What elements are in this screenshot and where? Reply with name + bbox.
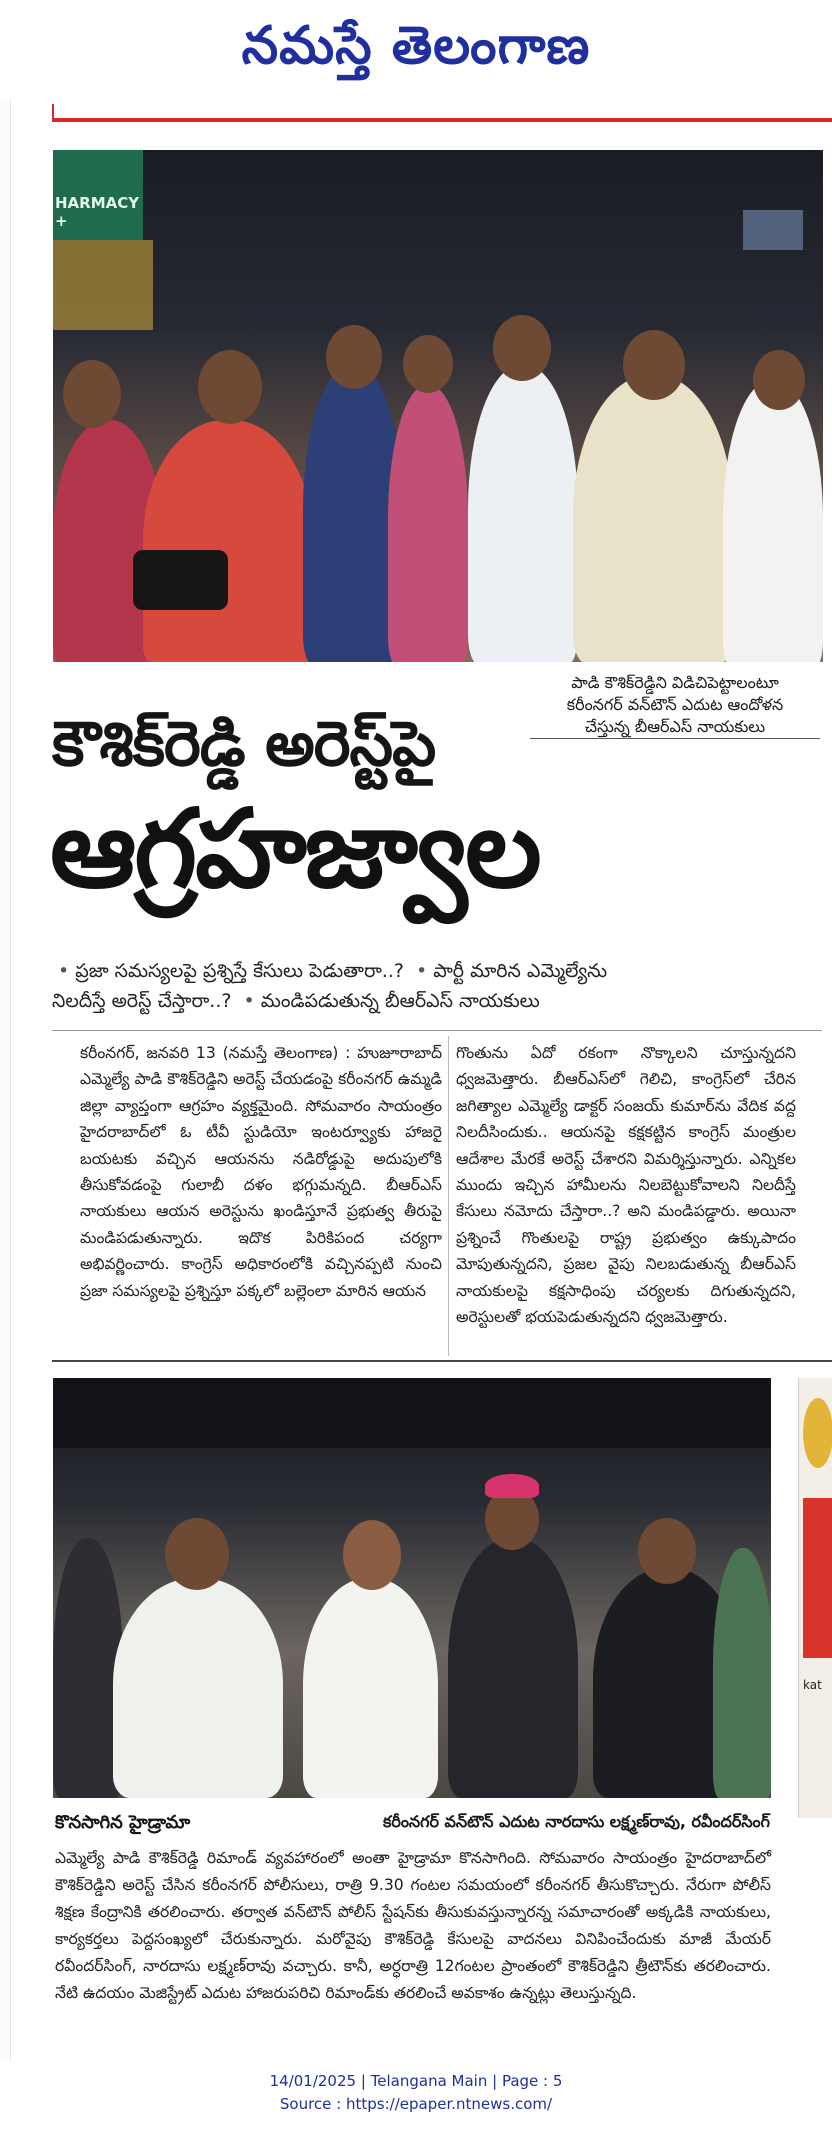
crowd-person <box>468 365 578 662</box>
crowd-face <box>403 335 453 393</box>
adjacent-page-sliver <box>0 100 11 2060</box>
night-sky <box>53 1378 771 1448</box>
crowd-person <box>713 1548 771 1798</box>
masthead <box>0 0 832 100</box>
story2-body: ఎమ్మెల్యే పాడి కౌశిక్‌రెడ్డి రిమాండ్ వ్యవహారంలో అంతా హైడ్రామా కొనసాగింది. సోమవారం సాయంత్రం హైదరాబాద్‌లో కౌశిక్‌రెడ్డిని అరెస్ట్ చేసిన కరీంనగర్ పోలీసులు, రాత్రి 9.30 గంటల సమయంలో కరీంనగర్ తీసుకొచ్చారు. నేరుగా పోలీస్ శిక్షణ కేంద్రానికి తరలించారు. తర్వాత వన్‌టౌన్ పోలీస్ స్టేషన్‌కు తీసుకువస్తున్నారన్న సమాచారంతో అక్కడికి నాయకులు, కార్యకర్తలు పెద్దసంఖ్యలో చేరుకున్నారు. మరోవైపు కౌశిక్‌రెడ్డి కేసులపై వాదనలు వినిపించేందుకు మాజీ మేయర్ రవీందర్‌సింగ్, నారదాసు లక్ష్మణ్‌రావు వచ్చారు. కానీ, అర్ధరాత్రి 12గంటల ప్రాంతంలో కౌశిక్‌రెడ్డిని త్రీటౌన్‌కు తరలించారు. నేటి ఉదయం మెజిస్ట్రేట్ ఎదుట హాజరుపరిచి రిమాండ్‌కు తరలించే అవకాశం ఉన్నట్లు తెలుస్తున్నది. <box>55 1849 771 2002</box>
bullet-item: మండిపడుతున్న బీఆర్‌ఎస్ నాయకులు <box>260 990 540 1012</box>
ad-block <box>803 1498 832 1658</box>
shop-light <box>53 240 153 330</box>
crowd-person <box>303 1578 438 1798</box>
bullet-dot-icon: • <box>58 960 70 982</box>
ad-emblem <box>803 1398 832 1468</box>
crowd-person <box>143 420 313 662</box>
turban <box>485 1474 539 1498</box>
background-sign <box>743 210 803 250</box>
section-divider <box>52 1360 832 1362</box>
bullet-points <box>52 956 622 1016</box>
footer-date-page: 14/01/2025 | Telangana Main | Page : 5 <box>269 2072 563 2090</box>
headline-line2: ఆగ్రహజ్వాల <box>50 787 540 912</box>
bullet-divider <box>52 1030 822 1031</box>
bullet-dot-icon: • <box>243 990 255 1012</box>
crowd-face <box>198 350 262 424</box>
newspaper-title: నమస్తే తెలంగాణ <box>241 15 591 76</box>
bullet-item: పార్టీ మారిన ఎమ్మెల్యేను నిలదీస్తే అరెస్ట్ చేస్తారా..? <box>52 960 608 1012</box>
photo1-caption-line: చేస్తున్న బీఆర్‌ఎస్ నాయకులు <box>530 716 820 739</box>
headline-line1: కౌశిక్‌రెడ్డి అరెస్ట్‌పై <box>52 707 436 780</box>
crowd-face <box>326 325 382 389</box>
article-column-2: గొంతును ఏదో రకంగా నొక్కాలని చూస్తున్నదని ధ్వజమెత్తారు. బీఆర్‌ఎస్‌లో గెలిచి, కాంగ్రెస్‌లో చేరిన జగిత్యాల ఎమ్మెల్యే డాక్టర్ సంజయ్ కుమార్‌ను వేదిక వద్ద నిలదీసిందుకు.. ఆయనపై కక్షకట్టిన కాంగ్రెస్ మంత్రుల ఆదేశాల మేరకే అరెస్ట్ చేశారని విమర్శిస్తున్నారు. ఎన్నికల ముందు ఇచ్చిన హామీలను నిలబెట్టుకోవాలని నిలదీస్తే కేసులు నమోదు చేస్తారా..? అని మండిపడ్డారు. అయినా ప్రశ్నించే గొంతులపై రాష్ట్ర ప్రభుత్వం ఉక్కుపాదం మోపుతున్నదని, ప్రజల వైపు నిలబడుతున్న బీఆర్‌ఎస్ నాయకులపై కక్షసాధింపు చర్యలకు దిగుతున్నదని, అరెస్టులతో భయపెడుతున్నదని ధ్వజమెత్తారు. <box>456 1044 796 1327</box>
crowd-face <box>343 1520 401 1590</box>
column-divider <box>448 1036 449 1356</box>
photo1-caption-line: కరీంనగర్ వన్‌టౌన్ ఎదుట ఆందోళన <box>566 695 784 714</box>
leaders-photo <box>53 1378 771 1798</box>
crowd-person <box>448 1538 578 1798</box>
crowd-face <box>623 330 685 400</box>
crowd-person <box>723 380 823 662</box>
crowd-face <box>493 315 551 381</box>
page-footer <box>0 2070 832 2116</box>
pharmacy-sign-text: HARMACY + <box>55 194 140 230</box>
story2-subhead: కొనసాగిన హైడ్రామా <box>55 1812 191 1833</box>
photo1-caption <box>530 672 820 739</box>
crowd-person <box>388 385 468 662</box>
crowd-face <box>165 1518 229 1590</box>
adjacent-advertisement <box>798 1378 832 1818</box>
protest-photo <box>53 150 823 662</box>
pharmacy-sign <box>53 150 143 240</box>
bullet-item: ప్రజా సమస్యలపై ప్రశ్నిస్తే కేసులు పెడుతారా..? <box>75 960 404 982</box>
camera-icon <box>133 550 228 610</box>
article-column-1: కరీంనగర్, జనవరి 13 (నమస్తే తెలంగాణ) : హుజూరాబాద్ ఎమ్మెల్యే పాడి కౌశిక్‌రెడ్డిని అరెస్ట్ చేయడంపై కరీంనగర్ ఉమ్మడి జిల్లా వ్యాప్తంగా ఆగ్రహం వ్యక్తమైంది. సోమవారం సాయంత్రం హైదరాబాద్‌లో ఓ టీవీ స్టుడియో ఇంటర్వ్యూకు హాజరై బయటకు వచ్చిన ఆయనను నడిరోడ్డుపై అదుపులోకి తీసుకోవడంపై గులాబీ దళం భగ్గుమన్నది. బీఆర్‌ఎస్ నాయకులు ఆయన అరెస్టును ఖండిస్తూనే ప్రభుత్వ తీరుపై మండిపడుతున్నారు. ఇదొక పిరికిపంద చర్యగా అభివర్ణించారు. కాంగ్రెస్ అధికారంలోకి వచ్చినప్పటి నుంచి ప్రజా సమస్యలపై ప్రశ్నిస్తూ పక్కలో బల్లెంలా మారిన ఆయన <box>80 1044 442 1300</box>
crowd-face <box>638 1518 696 1584</box>
ad-text: kat <box>803 1678 822 1692</box>
footer-source: Source : https://epaper.ntnews.com/ <box>279 2095 553 2113</box>
bullet-dot-icon: • <box>415 960 428 982</box>
crowd-person <box>113 1578 283 1798</box>
crowd-face <box>63 360 121 428</box>
crowd-person <box>573 375 733 662</box>
photo1-caption-line: పాడి కౌశిక్‌రెడ్డిని విడిచిపెట్టాలంటూ <box>571 673 779 692</box>
masthead-red-rule <box>52 118 832 121</box>
crowd-face <box>753 350 805 410</box>
photo2-caption: కరీంనగర్ వన్‌టౌన్ ఎదుట నారదాసు లక్ష్మణ్‌రావు, రవీందర్‌సింగ్ <box>382 1812 770 1831</box>
